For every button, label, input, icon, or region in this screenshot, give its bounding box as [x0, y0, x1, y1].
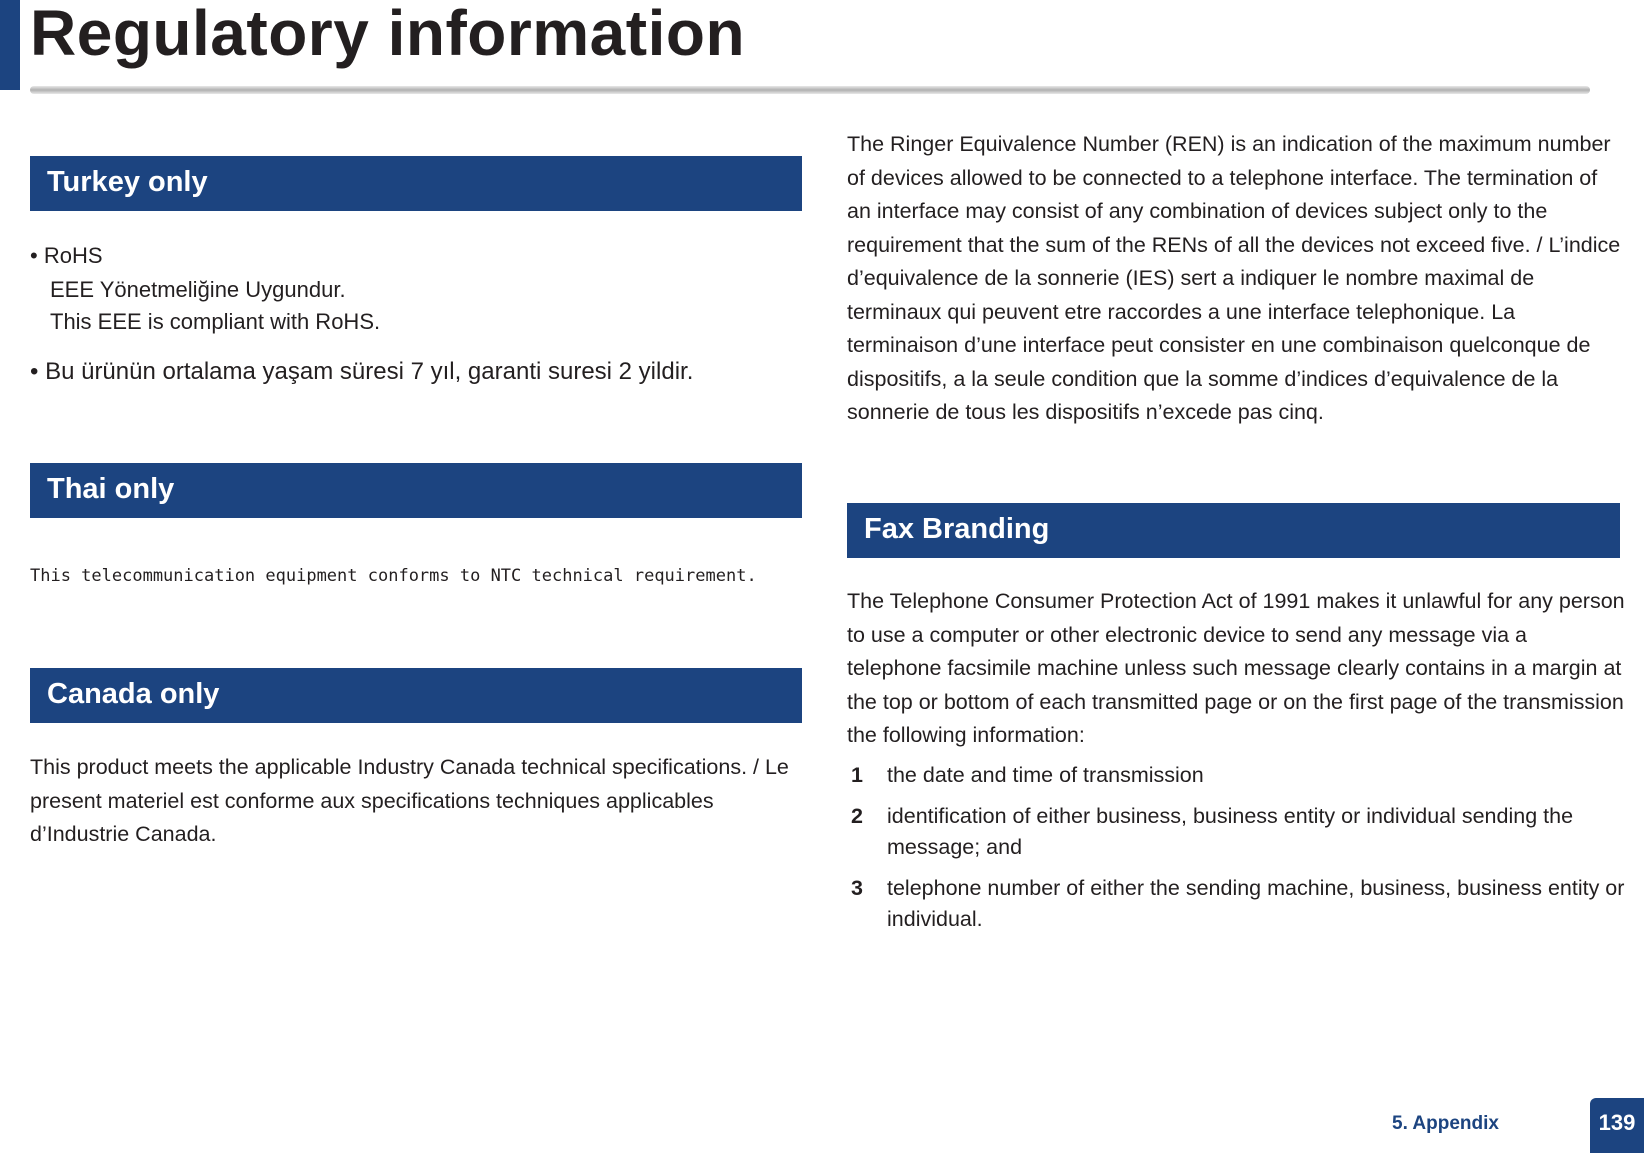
canada-statement: This product meets the applicable Industry Canada technical specifications. / Le present materiel est conforme aux specifications techniques applicables d’Industrie Canada.: [30, 755, 789, 846]
list-item: [847, 801, 1627, 863]
list-number: 3: [851, 876, 863, 900]
rohs-title: • RoHS: [30, 243, 103, 268]
footer-chapter: 5. Appendix: [1392, 1113, 1499, 1134]
list-text: identification of either business, business entity or individual sending the message; and: [887, 804, 1574, 859]
header-accent-bar: [0, 0, 20, 90]
section-heading-canada: Canada only: [30, 668, 802, 723]
section-heading-turkey: Turkey only: [30, 156, 802, 211]
list-number: 2: [851, 804, 863, 828]
title-divider: [30, 86, 1590, 94]
list-item: [847, 760, 1627, 791]
lifetime-statement: • Bu ürünün ortalama yaşam süresi 7 yıl, garanti suresi 2 yildir.: [30, 358, 694, 385]
page-number: 139: [1590, 1098, 1644, 1153]
thai-statement: This telecommunication equipment conforms to NTC technical requirement.: [30, 566, 757, 586]
page-title: Regulatory information: [30, 0, 746, 69]
fax-intro: The Telephone Consumer Protection Act of 1991 makes it unlawful for any person to use a computer or other electronic device to send any message via a telephone facsimile machine unless such message clearly contains in a margin at the top or bottom of each transmitted page or on the first page of the transmission the following information:: [847, 589, 1625, 747]
rohs-block: [30, 242, 380, 340]
rohs-line-1: EEE Yönetmeliğine Uygundur.: [50, 277, 346, 302]
section-heading-fax: Fax Branding: [847, 503, 1620, 558]
list-text: the date and time of transmission: [887, 763, 1204, 787]
list-text: telephone number of either the sending machine, business, business entity or individual.: [887, 876, 1625, 931]
rohs-line-2: This EEE is compliant with RoHS.: [50, 309, 381, 334]
list-item: [847, 873, 1627, 935]
list-number: 1: [851, 763, 863, 787]
fax-info-list: [847, 760, 1627, 945]
ren-statement: The Ringer Equivalence Number (REN) is an indication of the maximum number of devices allowed to be connected to a telephone interface. The termination of an interface may consist of any combination of devices subject only to the requirement that the sum of the RENs of all the devices not exceed five. / L’indice d’equivalence de la sonnerie (IES) sert a indiquer le nombre maximal de terminaux qui peuvent etre raccordes a une interface telephonique. La terminaison d’une interface peut consister en une combinaison quelconque de dispositifs, a la seule condition que la somme d’indices d’equivalence de la sonnerie de tous les dispositifs n’excede pas cinq.: [847, 132, 1621, 424]
section-heading-thai: Thai only: [30, 463, 802, 518]
